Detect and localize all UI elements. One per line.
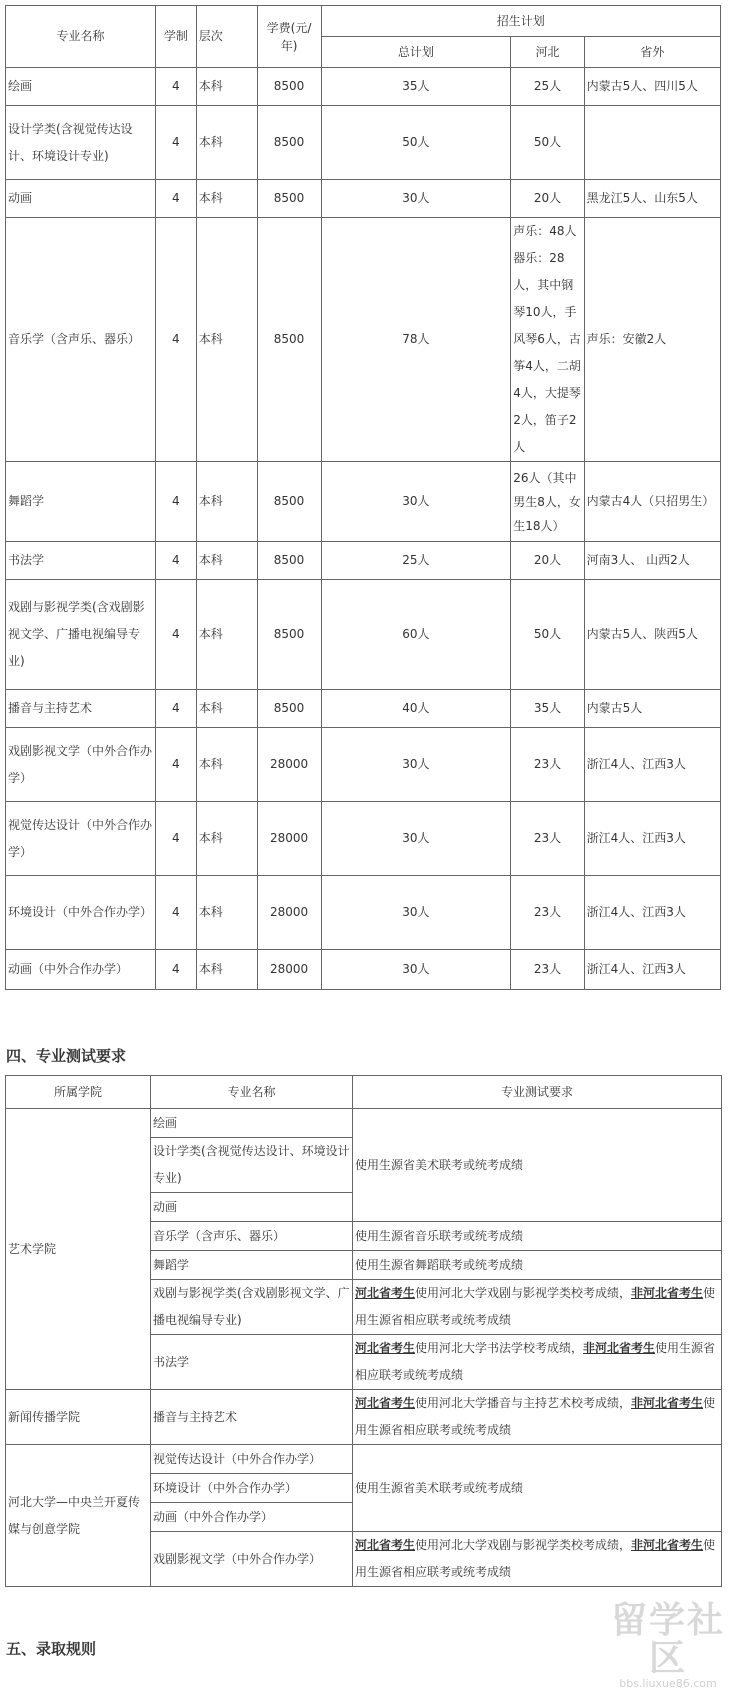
years-cell: 4 xyxy=(155,580,196,690)
total-cell: 30人 xyxy=(321,462,511,542)
section-heading-test-requirements: 四、专业测试要求 xyxy=(6,1047,127,1065)
table-row xyxy=(6,876,721,950)
table-row xyxy=(6,580,721,690)
watermark-site: bbs.liuxue86.com xyxy=(619,1677,717,1690)
college-cell: 艺术学院 xyxy=(6,1109,151,1390)
major-cell: 设计学类(含视觉传达设计、环境设计专业) xyxy=(6,106,156,180)
major-cell: 播音与主持艺术 xyxy=(151,1390,353,1445)
table-row xyxy=(6,1390,722,1445)
hebei-cell: 23人 xyxy=(511,728,584,802)
nonhebei-label: 非河北省考生 xyxy=(631,1286,704,1300)
enrollment-plan-table xyxy=(5,5,721,990)
section-heading-admission-rules: 五、录取规则 xyxy=(6,1640,97,1658)
hebei-label: 河北省考生 xyxy=(355,1538,416,1552)
level-cell: 本科 xyxy=(196,462,257,542)
hebei-cell: 35人 xyxy=(511,690,584,728)
table-row xyxy=(6,950,721,990)
major-cell: 环境设计（中外合作办学） xyxy=(6,876,156,950)
requirement-text: 使用河北大学戏剧与影视学类校考成绩， xyxy=(415,1538,632,1552)
level-cell: 本科 xyxy=(196,180,257,218)
hebei-cell: 50人 xyxy=(511,580,584,690)
requirement-cell: 使用生源省音乐联考或统考成绩 xyxy=(353,1222,722,1251)
fee-cell: 28000 xyxy=(257,876,321,950)
table-row xyxy=(6,728,721,802)
total-cell: 30人 xyxy=(321,802,511,876)
total-cell: 35人 xyxy=(321,68,511,106)
major-cell: 音乐学（含声乐、器乐） xyxy=(151,1222,353,1251)
hebei-cell: 50人 xyxy=(511,106,584,180)
requirement-cell xyxy=(353,1532,722,1587)
nonhebei-label: 非河北省考生 xyxy=(631,1538,704,1552)
hebei-cell: 26人（其中男生8人，女生18人） xyxy=(511,462,584,542)
outside-cell xyxy=(584,106,720,180)
hebei-cell: 声乐：48人器乐：28人，其中钢琴10人，手风琴6人，古筝4人，二胡4人，大提琴2人，笛子2人 xyxy=(511,218,584,462)
major-cell: 动画 xyxy=(151,1193,353,1222)
total-cell: 30人 xyxy=(321,728,511,802)
hebei-cell: 23人 xyxy=(511,802,584,876)
fee-cell: 8500 xyxy=(257,218,321,462)
major-cell: 绘画 xyxy=(6,68,156,106)
major-cell: 舞蹈学 xyxy=(6,462,156,542)
years-cell: 4 xyxy=(155,180,196,218)
requirement-text: 使用生源省相应联考或统考成绩 xyxy=(355,1396,716,1437)
hebei-cell: 23人 xyxy=(511,950,584,990)
header-major: 专业名称 xyxy=(6,6,156,68)
requirement-cell xyxy=(353,1390,722,1445)
level-cell: 本科 xyxy=(196,690,257,728)
fee-cell: 8500 xyxy=(257,462,321,542)
major-cell: 设计学类(含视觉传达设计、环境设计专业) xyxy=(151,1138,353,1193)
level-cell: 本科 xyxy=(196,802,257,876)
major-cell: 动画（中外合作办学） xyxy=(151,1503,353,1532)
fee-cell: 8500 xyxy=(257,580,321,690)
header-major: 专业名称 xyxy=(151,1076,353,1109)
level-cell: 本科 xyxy=(196,728,257,802)
outside-cell: 内蒙古5人、四川5人 xyxy=(584,68,720,106)
table-row xyxy=(6,180,721,218)
header-total: 总计划 xyxy=(321,37,511,68)
outside-cell: 内蒙古5人 xyxy=(584,690,720,728)
header-fee: 学费(元/年) xyxy=(257,6,321,68)
header-outside: 省外 xyxy=(584,37,720,68)
requirement-cell: 使用生源省美术联考或统考成绩 xyxy=(353,1109,722,1222)
header-requirement: 专业测试要求 xyxy=(353,1076,722,1109)
total-cell: 30人 xyxy=(321,950,511,990)
major-cell: 动画（中外合作办学） xyxy=(6,950,156,990)
major-cell: 戏剧影视文学（中外合作办学） xyxy=(151,1532,353,1587)
years-cell: 4 xyxy=(155,950,196,990)
major-cell: 视觉传达设计（中外合作办学） xyxy=(6,802,156,876)
major-cell: 书法学 xyxy=(6,542,156,580)
requirement-cell xyxy=(353,1335,722,1390)
major-cell: 戏剧影视文学（中外合作办学） xyxy=(6,728,156,802)
outside-cell: 内蒙古4人（只招男生） xyxy=(584,462,720,542)
major-cell: 动画 xyxy=(6,180,156,218)
total-cell: 60人 xyxy=(321,580,511,690)
major-cell: 绘画 xyxy=(151,1109,353,1138)
fee-cell: 8500 xyxy=(257,68,321,106)
hebei-label: 河北省考生 xyxy=(355,1341,416,1355)
hebei-label: 河北省考生 xyxy=(355,1286,416,1300)
table-row xyxy=(6,462,721,542)
level-cell: 本科 xyxy=(196,542,257,580)
level-cell: 本科 xyxy=(196,950,257,990)
hebei-cell: 20人 xyxy=(511,180,584,218)
years-cell: 4 xyxy=(155,68,196,106)
level-cell: 本科 xyxy=(196,106,257,180)
total-cell: 25人 xyxy=(321,542,511,580)
years-cell: 4 xyxy=(155,690,196,728)
outside-cell: 黑龙江5人、山东5人 xyxy=(584,180,720,218)
site-watermark xyxy=(593,1600,743,1690)
fee-cell: 28000 xyxy=(257,802,321,876)
outside-cell: 河南3人、 山西2人 xyxy=(584,542,720,580)
requirement-text: 使用河北大学戏剧与影视学类校考成绩， xyxy=(415,1286,632,1300)
header-level: 层次 xyxy=(196,6,257,68)
requirement-text: 使用生源省相应联考或统考成绩 xyxy=(355,1286,716,1327)
total-cell: 40人 xyxy=(321,690,511,728)
major-cell: 播音与主持艺术 xyxy=(6,690,156,728)
requirement-cell xyxy=(353,1280,722,1335)
header-hebei: 河北 xyxy=(511,37,584,68)
table-row xyxy=(6,218,721,462)
years-cell: 4 xyxy=(155,542,196,580)
requirement-text: 使用生源省相应联考或统考成绩 xyxy=(355,1538,716,1579)
fee-cell: 28000 xyxy=(257,728,321,802)
total-cell: 50人 xyxy=(321,106,511,180)
watermark-title: 留学社区 xyxy=(610,1600,725,1679)
outside-cell: 浙江4人、江西3人 xyxy=(584,876,720,950)
total-cell: 78人 xyxy=(321,218,511,462)
fee-cell: 8500 xyxy=(257,180,321,218)
requirement-cell: 使用生源省美术联考或统考成绩 xyxy=(353,1445,722,1532)
outside-cell: 浙江4人、江西3人 xyxy=(584,950,720,990)
years-cell: 4 xyxy=(155,462,196,542)
hebei-cell: 23人 xyxy=(511,876,584,950)
level-cell: 本科 xyxy=(196,218,257,462)
major-cell: 环境设计（中外合作办学） xyxy=(151,1474,353,1503)
header-years: 学制 xyxy=(155,6,196,68)
years-cell: 4 xyxy=(155,802,196,876)
table-row xyxy=(6,68,721,106)
college-cell: 新闻传播学院 xyxy=(6,1390,151,1445)
years-cell: 4 xyxy=(155,876,196,950)
college-cell: 河北大学—中央兰开夏传媒与创意学院 xyxy=(6,1445,151,1587)
requirement-cell: 使用生源省舞蹈联考或统考成绩 xyxy=(353,1251,722,1280)
table-row xyxy=(6,542,721,580)
hebei-label: 河北省考生 xyxy=(355,1396,416,1410)
outside-cell: 浙江4人、江西3人 xyxy=(584,728,720,802)
fee-cell: 8500 xyxy=(257,690,321,728)
table-row xyxy=(6,106,721,180)
fee-cell: 8500 xyxy=(257,106,321,180)
table-row xyxy=(6,1109,722,1138)
major-cell: 书法学 xyxy=(151,1335,353,1390)
major-cell: 戏剧与影视学类(含戏剧影视文学、广播电视编导专业) xyxy=(6,580,156,690)
header-plan: 招生计划 xyxy=(321,6,720,37)
major-cell: 戏剧与影视学类(含戏剧影视文学、广播电视编导专业) xyxy=(151,1280,353,1335)
hebei-cell: 20人 xyxy=(511,542,584,580)
header-college: 所属学院 xyxy=(6,1076,151,1109)
test-requirements-table xyxy=(5,1075,722,1587)
major-cell: 舞蹈学 xyxy=(151,1251,353,1280)
outside-cell: 内蒙古5人、陕西5人 xyxy=(584,580,720,690)
outside-cell: 声乐：安徽2人 xyxy=(584,218,720,462)
level-cell: 本科 xyxy=(196,580,257,690)
total-cell: 30人 xyxy=(321,876,511,950)
requirement-text: 使用生源省相应联考或统考成绩 xyxy=(355,1341,716,1382)
major-cell: 视觉传达设计（中外合作办学） xyxy=(151,1445,353,1474)
requirement-text: 使用河北大学播音与主持艺术校考成绩， xyxy=(415,1396,632,1410)
years-cell: 4 xyxy=(155,106,196,180)
requirement-text: 使用河北大学书法学校考成绩， xyxy=(415,1341,584,1355)
total-cell: 30人 xyxy=(321,180,511,218)
nonhebei-label: 非河北省考生 xyxy=(583,1341,656,1355)
table-row xyxy=(6,802,721,876)
table-row xyxy=(6,1445,722,1474)
fee-cell: 28000 xyxy=(257,950,321,990)
level-cell: 本科 xyxy=(196,68,257,106)
years-cell: 4 xyxy=(155,218,196,462)
nonhebei-label: 非河北省考生 xyxy=(631,1396,704,1410)
fee-cell: 8500 xyxy=(257,542,321,580)
years-cell: 4 xyxy=(155,728,196,802)
table-row xyxy=(6,690,721,728)
major-cell: 音乐学（含声乐、器乐） xyxy=(6,218,156,462)
hebei-cell: 25人 xyxy=(511,68,584,106)
outside-cell: 浙江4人、江西3人 xyxy=(584,802,720,876)
level-cell: 本科 xyxy=(196,876,257,950)
